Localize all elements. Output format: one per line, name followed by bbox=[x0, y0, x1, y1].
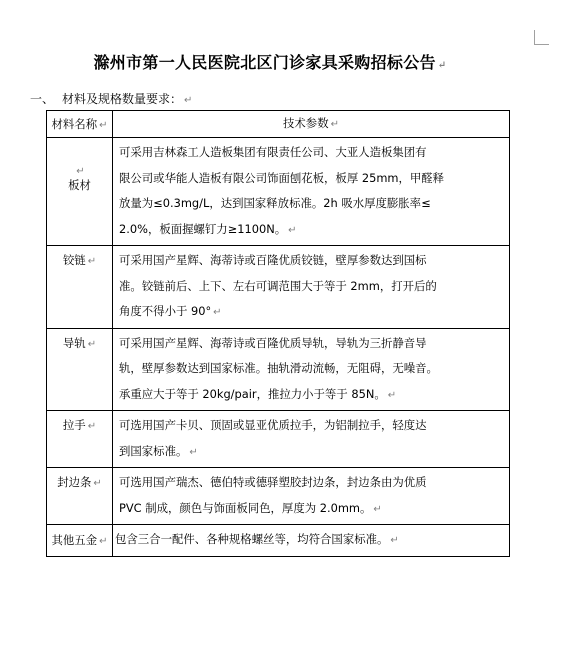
cell-mark: ↵ bbox=[87, 256, 97, 267]
cell-mark: ↵ bbox=[93, 478, 102, 489]
param-line: 可采用国产星辉、海蒂诗或百隆优质导轨，导轨为三折静音导 bbox=[119, 335, 427, 350]
tech-param-cell bbox=[113, 411, 510, 468]
param-line: 准。铰链前后、上下、左右可调范围大于等于 2mm，打开后的 bbox=[119, 278, 437, 293]
tech-param-cell bbox=[113, 328, 510, 411]
section-text: 材料及规格数量要求： bbox=[62, 92, 183, 106]
material-name-cell bbox=[47, 468, 113, 525]
param-line: PVC 制成，颜色与饰面板同色，厚度为 2.0mm。 bbox=[119, 500, 372, 515]
section-heading bbox=[30, 90, 192, 107]
cell-mark: ↵ bbox=[87, 338, 97, 350]
table-row bbox=[47, 468, 510, 525]
param-line: 可选用国产瑞杰、德伯特或德驿塑胶封边条，封边条由为优质 bbox=[119, 475, 427, 489]
tech-param-cell bbox=[113, 138, 510, 246]
tech-param-cell bbox=[113, 525, 510, 557]
material-name-cell bbox=[47, 328, 113, 411]
document-title bbox=[0, 50, 540, 73]
param-line: 可采用国产星辉、海蒂诗或百隆优质铰链，壁厚参数达到国标 bbox=[119, 253, 427, 267]
cell-mark: ↵ bbox=[99, 536, 108, 548]
cell-mark: ↵ bbox=[373, 503, 382, 515]
cell-mark: ↵ bbox=[387, 389, 397, 401]
param-line: 2.0%，板面握螺钉力≥1100N。 bbox=[119, 221, 287, 236]
material-name: 板材 bbox=[68, 177, 91, 192]
header-tech-params-text: 技术参数 bbox=[283, 116, 329, 130]
material-name: 导轨 bbox=[62, 335, 86, 350]
table-row bbox=[47, 246, 510, 329]
table-row bbox=[47, 328, 510, 411]
cell-mark: ↵ bbox=[288, 224, 297, 236]
table-header-row bbox=[47, 111, 510, 138]
param-line: 承重应大于等于 20kg/pair，推拉力小于等于 85N。 bbox=[119, 386, 386, 401]
header-material-name-text: 材料名称 bbox=[51, 117, 98, 131]
param-line: 可采用吉林森工人造板集团有限责任公司、大亚人造板集团有 bbox=[119, 145, 427, 159]
header-tech-params bbox=[113, 111, 510, 138]
material-name-cell bbox=[47, 138, 113, 246]
material-name: 其他五金 bbox=[51, 533, 98, 548]
param-line: 放量为≤0.3mg/L，达到国家释放标准。2h 吸水厚度膨胀率≤ bbox=[119, 196, 431, 210]
header-material-name bbox=[47, 111, 113, 138]
paragraph-mark: ↵ bbox=[184, 95, 193, 106]
material-name-cell bbox=[47, 525, 113, 557]
material-name-cell bbox=[47, 246, 113, 329]
cell-mark: ↵ bbox=[390, 535, 399, 546]
table-row bbox=[47, 411, 510, 468]
table-row bbox=[47, 138, 510, 246]
material-name: 封边条 bbox=[57, 475, 92, 489]
param-line: 限公司或华能人造板有限公司饰面刨花板，板厚 25mm，甲醛释 bbox=[119, 170, 445, 185]
tech-param-cell bbox=[113, 468, 510, 525]
param-line: 角度不得小于 90° bbox=[119, 304, 212, 318]
document-title-text: 滁州市第一人民医院北区门诊家具采购招标公告 bbox=[93, 53, 436, 72]
cell-mark: ↵ bbox=[189, 446, 198, 458]
cell-mark: ↵ bbox=[87, 421, 97, 432]
tech-param-cell bbox=[113, 246, 510, 329]
cell-mark: ↵ bbox=[76, 165, 85, 177]
section-number: 一、 bbox=[30, 92, 55, 106]
param-line: 可选用国产卡贝、顶固或显亚优质拉手，为铝制拉手，轻度达 bbox=[119, 418, 427, 432]
paragraph-mark: ↵ bbox=[437, 60, 447, 71]
cell-mark: ↵ bbox=[213, 307, 222, 318]
param-line: 到国家标准。 bbox=[119, 443, 188, 458]
table-row bbox=[47, 525, 510, 557]
materials-table bbox=[46, 110, 510, 557]
cell-mark: ↵ bbox=[330, 119, 339, 130]
param-line: 轨，壁厚参数达到国家标准。抽轨滑动流畅，无阻碍，无噪音。 bbox=[119, 361, 438, 375]
material-name: 铰链 bbox=[62, 253, 86, 267]
page-corner-mark bbox=[534, 30, 549, 45]
param-line: 包含三合一配件、各种规格螺丝等，均符合国家标准。 bbox=[115, 532, 389, 546]
material-name: 拉手 bbox=[62, 418, 86, 432]
material-name-cell bbox=[47, 411, 113, 468]
cell-mark: ↵ bbox=[99, 120, 108, 131]
